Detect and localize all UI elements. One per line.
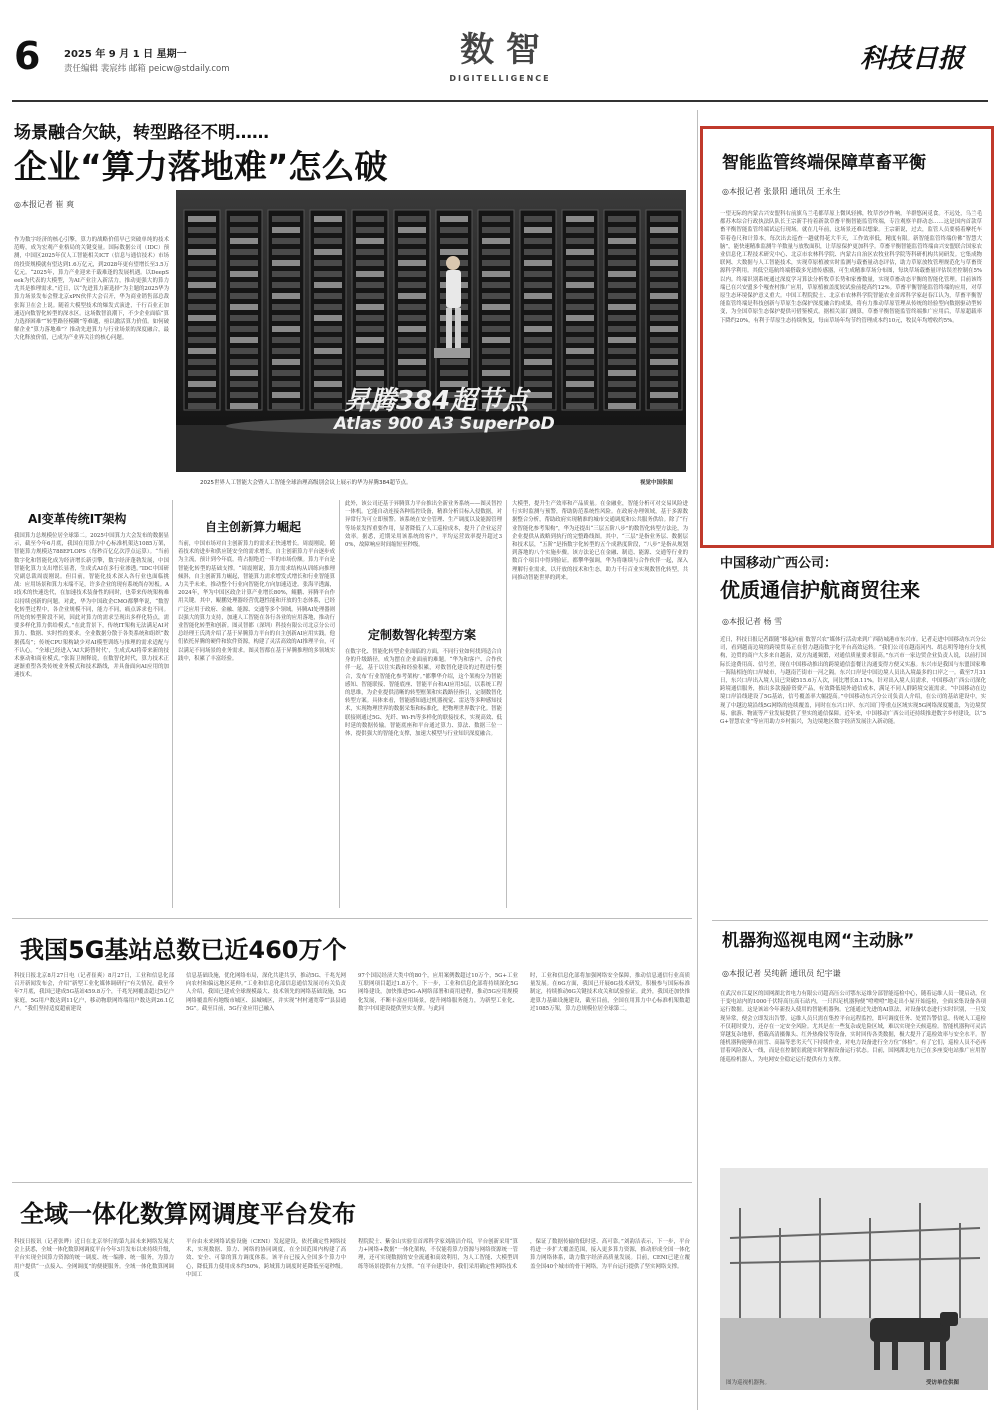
lead-col-5: 在数字化、智能化转型企业面临的方面，不同行业如何找到适合自身的升级路径，成为摆在企业面前的难题。“华为和客户、合作伙伴一起，基于以往实践和经验积累，对数智化建设的过程进行整合，发布‘行业智能化参考架构’。”都攀华介绍，这个架构分为智能感知、智能联接、智能底座、智能平台和AI应用5层，以系统工程的思维，为企业提供清晰的转型框架和实践路径指引，定制数智化转型方案。具体来看，智能感知通过机器视觉、雷达等多种感知技术，实现物理世界的数据采集和标准化，把物理世界数字化。智能联接则通过5G、光纤、Wi-Fi等多样化的联接技术，实现高效、低时延的数据传输。智能底座和平台通过算力、算法、数据三位一体，提供强大的智能化支撑，加速大模型与行业知识深度融合。 — [345, 649, 502, 738]
newspaper-logo: 科技日报 — [860, 44, 965, 74]
story-platform-col-3: 程院院士、紫金山实验室首席科学家刘韵洁介绍，平台创新采用“算力+网络+数据”一体化架构，不仅能将算力资源与网络资源统一管理，还可实现数据的安全流通和高效利用，为人工智能、大模型训练等场景提供有力支撑。“在平台建设中，我们采用确定性网络技术 — [358, 1239, 518, 1270]
lead-col-6: 大模型，提升生产效率和产品质量。在金融业，智能分析可对交易风险进行实时监测与预警，帮助防范系统性风险。在政府办理领域，基于多源数据整合分析，帮助政府实现精准的城市交通调度和公共服务供给。除了“行业智能化参考架构”，华为还提出“三层五阶八步”的数智化转型方法论，为企业提供从战略到执行的完整路线图。其中，“三层”是指业务层、数据层和技术层，“五阶”是指数字化转型的五个成熟度阶段，“八步”是指从规划到落地的八个实施步骤。该方法论已在金融、制造、能源、交通等行业的数百个项目中得到验证。都攀华强调，华为将继续与合作伙伴一起，深入理解行业需求，以开放的技术和生态，助力千行百业实现数智化转型，共同推动智能世界的到来。 — [512, 501, 688, 581]
lead-byline — [14, 199, 74, 210]
robot-dog-caption: 图为巡视机器狗。 — [726, 1380, 771, 1386]
robot-dog-image — [720, 1168, 988, 1390]
col-divider — [506, 500, 507, 908]
sidebar2-kicker: 中国移动广西公司： — [720, 556, 838, 571]
masthead — [0, 0, 1000, 100]
story-5g-col-4: 时，工业和信息化部将加强网络安全保障，推动信息通信行业高质量发展。在6G方面，我国已开展6G技术研发，积极参与国际标准制定，持续推动6G关键技术攻关和试验验证。此外，我国还加快推进算力基础设施建设，截至目前，全国在用算力中心标准机架数超过1085万架，算力总规模位居全球第二。 — [530, 973, 690, 1012]
robot-dog-credit: 受访单位供图 — [926, 1380, 960, 1386]
sidebar3-byline: ◎本报记者 吴纯新 通讯员 纪宇谦 — [722, 969, 841, 978]
col-divider — [339, 500, 340, 908]
story-platform-col-4: ，保证了数据传输的低时延、高可靠。”刘韵洁表示，下一步，平台将进一步扩大覆盖范围，接入更多算力资源，推动形成全国一体化算力网络体系，助力数字经济高质量发展。目前，CENI已建立覆盖全国40个城市的骨干网络，为平台运行提供了坚实网络支撑。 — [530, 1239, 690, 1270]
lead-col-3: 当前，中国市场对自主创新算力的需求正快速增长。周震刚说，随着技术的进步和供应链安全的需求增长，自主创新算力平台逐步成为主流，预计到今年底，将占据绝近一半的市场份额。算力平台是智能化转型的基础支撑。“周震刚说，算力需求结构从训练向推理倾斜，自主创新算力崛起，智能算力需求增发式增长和行业智能算力关乎未来，推动整个行业向智能化方向加速迈进。张海平透露，2024年，华为中国区政企计算产业增长80%，鲲鹏、昇腾平台作用关键。其中，鲲鹏处理器经营优越性能和开放的生态体系，已经广泛应用于政府、金融、能源、交通等多个领域。昇腾AI处理器则以强大的算力支持，加速人工智能在各行各业的应用落地，推动行业智能化转型和创新。图灵智都（深圳）科技有限公司北京分公司总经理王氏鸿介绍了基于昇腾算力平台的自主创新AI应用实践。他们依托昇腾的硬件和软件资源，构建了灵活高效的AI推理平台，可以满足不同场景的业务需求。图灵智都在基于昇腾推理的多领域实践中，积累了丰富经验。 — [178, 541, 335, 662]
lead-subhead-2: 自主创新算力崛起 — [205, 520, 302, 534]
sidebar3-headline: 机器狗巡视电网“主动脉” — [722, 931, 915, 951]
masthead-rule — [12, 100, 988, 102]
lead-photo — [176, 190, 686, 472]
lead-kicker: 场景融合欠缺，转型路径不明…… — [14, 123, 269, 143]
sidebar2-byline: ◎本报记者 杨 雪 — [722, 617, 783, 626]
photo-overlay-title: 昇腾384超节点 — [344, 386, 529, 416]
story-5g-headline: 我国5G基站总数已近460万个 — [20, 936, 347, 964]
lead-photo-credit: 视觉中国供图 — [640, 480, 674, 486]
editor-credits: 责任编辑 裴宸纬 邮箱 peicw@stdaily.com — [64, 64, 230, 74]
lead-headline: 企业“算力落地难”怎么破 — [14, 147, 388, 186]
section-divider — [12, 1182, 692, 1183]
section-divider — [12, 918, 692, 919]
robot-dog-photo — [720, 1168, 988, 1390]
issue-date: 2025 年 9 月 1 日 星期一 — [64, 49, 187, 60]
story-5g-col-1: 科技日报北京8月27日电（记者崔爽）8月27日，工业和信息化部召开新闻发布会，介绍“新型工业化媒体调研行”有关情况。截至今年7月底，我国已建成5G基站459.8万个，千兆光网覆盖超过5亿户家庭，5G用户数达到11亿户，移动物联网终端用户数达到26.1亿户。“我们坚持适度超前建设 — [14, 973, 174, 1012]
sidebar2-headline: 优质通信护航商贸往来 — [720, 578, 920, 602]
page-number: 6 — [14, 34, 41, 78]
story-platform-col-2: 平台由未来网络试验设施（CENI）发起建设，依托确定性网络技术，实现数据、算力、网络的协同调度，在全国范围内构建了高效、安全、可靠的算力调度体系。该平台已接入全国多个算力中心，降低算力使用成本约50%，跨域算力调度时延降低至毫秒级。中国工 — [186, 1239, 346, 1278]
sidebar1-byline: ◎本报记者 张景阳 通讯员 王永生 — [722, 187, 841, 196]
lead-byline-text: ◎本报记者 崔 爽 — [14, 200, 75, 209]
lead-col-4: 此外，该公司还基于昇腾算力平台推出全新业务系统——图灵智控一体机。它能自动连接各种监控设备，精准分析目标入侵数据，对异常行为可立即预警。该系统在安全管理、生产调度以及能源管理等场景发挥重要作用，显著降低了人工巡检成本，提升了企业运营效率。据悉，近期采用该系统的客户，平均运营效率提升超过30%，故障响应时间缩短至秒级。 — [345, 501, 502, 549]
section-title: 数 智 — [460, 30, 540, 70]
story-platform-col-1: 科技日报讯（记者张晔）近日在北京举行的第九届未来网络发展大会上获悉，全域一体化数算网调度平台今年3月发布以来持续升级，平台实现全国算力资源的统一调度、统一编排、统一服务，为算力用户提供“一点接入、全网调度”的便捷服务。全域一体化数算网调度 — [14, 1239, 174, 1278]
lead-photo-caption: 2025世界人工智能大会暨人工智能全球治理高级别会议上展示的华为昇腾384超节点。 — [200, 480, 412, 486]
sidebar1-body: 一望无际的内蒙古兴安盟科右前旗乌兰毛都草原上微风轻拂，牧草沙沙作响，羊群悠闲觅食。不远处，乌兰毛都苏木综合行政执法队队长王宗新手持着新款草畜平衡智能监管终端，专注观察羊群动态……这是国内首款草畜平衡智能监管终端试运行现场。就在几年前，这场景还难以想象。王宗新说，过去，监管人员要骑着摩托车带着卷尺和计算本，每次出去巡查一趟就得花大半天，工作效率低，精度有限。新智能监管终端仿佛“智慧大脑”，能快速精准监测牛羊数量与放牧面积，让草原保护更加科学。草畜平衡智能监管终端由兴安盟联合国家农业信息化工程技术研究中心、北京市农林科学院、内蒙古自治区农牧业科学院等科研机构共同研发。它集成物联网、大数据与人工智能技术，实现草原植被实时监测与载畜量动态评估，助力草原放牧管理规范化与草畜资源科学利用。其低空巡航终端搭载多光谱传感器，可生成精准草场分布图，每块草场载畜量评估误差控制在5%以内。终端识别系统通过深度学习算法分析牧草长势和家畜数量，实现草畜动态平衡的智能化管理。目前该终端已在兴安盟多个嘎查村推广应用，草原植被盖度较试验前提高约12%。草畜平衡智能监管终端的应用，对草原生态环境保护意义重大。中国工程院院士、北京市农林科学院智能农业首席科学家赵春江认为，草畜平衡智能监管终端是科技创新与草原生态保护深度融合的成果，将有力推动草原管理从传统的经验型向数据驱动型转变，为全国草原生态保护提供可借鉴模式。据相关部门测算，草畜平衡智能监管终端推广应用后，草原超载率下降约20%，有利于草原生态持续恢复，每亩草场年均节约管理成本约10元，牧民年均增收约5%。 — [720, 211, 982, 324]
lead-subhead-3: 定制数智化转型方案 — [368, 628, 477, 642]
sidebar2-body: 近日，科技日报记者跟随“移起向前 数智兴农”媒体行活动来到广西防城港市东兴市。记者走进中国移动东兴分公司，看到越南边境的跨境贸易正在借力越南数字化平台高效运转。“我们公司在越南河内、胡志明等地有分支机构，边贸的商户大多来自越南，双方沟通频繁，对通信质量要求很高。”东兴市一家边贸企业负责人说，以前打国际长途费用高、信号差，现在中国移动推出的跨境通信套餐让沟通变得方便又实惠。东兴市是我国与东盟国家唯一海陆相连的口岸城市，与越南芒街市一河之隔。东兴口岸是中国边境人员出入境最多的口岸之一。截至7月31日，东兴口岸出入境人员已突破515.6万人次，同比增长8.11%。针对出入境人员需求，中国移动广西公司深化跨境通信服务，推出多款漫游资费产品，有效降低境外通信成本，满足不同人群跨境交流需求。“中国移动在边境口岸沿线建设了5G基站，信号覆盖率大幅提高。”中国移动东兴分公司负责人介绍，在公司的基站建设中，实现了中越边境沿线5G网络的连续覆盖，同时在东兴口岸、东兴国门等重点区域实现5G网络深度覆盖，为边境贸易、旅游、物流等产业发展提供了坚实的通信保障。近年来，中国移动广西公司还持续推进数字乡村建设，以“5G+智慧农业”等应用助力乡村振兴，为边境地区数字经济发展注入新动能。 — [720, 637, 986, 726]
photo-overlay-subtitle: Atlas 900 A3 SuperPoD — [334, 414, 555, 434]
sidebar1-headline: 智能监管终端保障草畜平衡 — [722, 153, 926, 173]
column-rule-right — [697, 110, 698, 1410]
story-5g-col-2: 信息基础设施，优化网络布局，深化共建共享，推动5G、千兆光网向农村和偏远地区延伸。”工业和信息化部信息通信发展司有关负责人介绍，我国已建成全球规模最大、技术领先的网络基础设施，5G网络覆盖所有地级市城区、县城城区，并实现“村村通宽带”“县县通5G”。截至目前，5G行业应用已融入 — [186, 973, 346, 1012]
lead-col-1: 作为数字经济的核心引擎，算力的战略价值早已突破单纯的技术范畴，成为宏观产业格局的关键变量。国际数据公司（IDC）预测，中国区2025年仅人工智能相关ICT（信息与通信技术）市场的投资规模就有望达到1.6万亿元，到2028年更有望增长至3.5万亿元。“2025年，算力产业迎来千载难逢的发展机遇。以DeepSeek为代表的大模型，为AI产业注入新活力，推动更强大的算力尤其是推理需求。”近日，以“先进算力新选择”为主题的2025华为算力场景发布会暨北京xPN伙伴大会召开，华为商业销售部总裁张海卫在会上说。随着大模型技术的爆发式演进，千行百业正加速迈向数智化转型的深水区。这场数智浪潮下，不少企业面临“算力选择困难”“转型路径模糊”等难题，亟以激活算力价值。如何破解企业“算力落地难”？推动先进算力与行业场景的深度融合，最大化释放价值，已成为产业界关注的核心问题。 — [14, 237, 169, 342]
story-5g-col-3: 97个国民经济大类中的80个，应用案例数超过10万个，5G+工业互联网项目超过1.8万个。下一步，工业和信息化部将持续深化5G网络建设，加快推进5G-A网络部署和商用进程，推动5G应用规模化发展，不断丰富应用场景，提升网络服务能力，为新型工业化、数字中国建设提供坚实支撑。与此同 — [358, 973, 518, 1012]
sidebar3-body: 在武汉市江夏区的国网湖北省电力有限公司超高压公司鄂东运维分部智能巡检中心，随着运维人员一键启动，位于变电站内的1000千伏特高压高石站内，一只四足机器狗便“噔噔噔”地走出小屋开始巡检，全面采集设备各项运行数据。这是该站今年新投入使用的智能机器狗。它能通过先进的AI算法，对设备状态进行实时识别，一旦发现异常，便会立即发出告警。运维人员只需在集控平台远程监控，即可调度任务、处置告警信息。传统人工巡检不仅耗时费力，还存在一定安全风险。尤其是在一些复杂或危险区域，难以实现全天候巡检。智能机器狗可灵活穿越复杂地形，搭载高清摄像头、红外热像仪等设备，实时回传各类数据，极大提升了巡检效率与安全水平。智能机器狗能够在雨雪、高温等恶劣天气下持续作业，对电力设备进行全方位“体检”。有了它们，巡检人员不必再冒着风险深入一线，而是在控制室就能实时掌握设备运行状态。目前，国网湖北电力已在多座变电站推广应用智能巡检机器人，为电网安全稳定运行提供有力支撑。 — [720, 991, 986, 1063]
lead-col-2: 我国算力总规模位居全球第二。2025中国算力大会发布的数据显示，截至今年6月底，我国在用算力中心标准机架达1085万架，智能算力规模达788EFLOPS（每秒百亿亿次浮点运算）。“当前数字化和智能化成为经济增长新引擎，数字经济蓬勃发展，中国智能化算力支出增长显著，生成式AI在多行业渗透。”IDC中国研究副总裁周震刚说。但目前，智能化技术深入各行业也面临挑战：应用场景和算力末端不足，许多企业的现有系统尚存短板。AI技术的快速迭代，在加速技术装备性的同时，也带来传统架构难以持续创新的问题。对此，华为中国政企CMO都攀华说，“数智化转型过程中，各企业规模不同，能力不同，痛点诉求也不同。所处的转型阶段不同，因此对算力的需求呈现出多样化特点，需要多样化算力供给模式。”在此背景下，传统IT架构无法满足AI对算力、数据、实时性的要求。全业数据分散于各类系统和组织“数据孤岛”；传统CPU架构缺少对AI模型训练与推理的需求适配与不认心。“全球已经进入‘AI大跨替时代’，生成式AI将带来新的技术驱动和商业模式。”张海卫阐释说，在数智化时代，算力技术正逐渐重塑各类传统业务模式和技术路线，并具备面向AI应用的加速技术。 — [14, 533, 169, 679]
sidebar-divider — [712, 920, 988, 921]
section-subtitle: DIGITELLIGENCE — [449, 74, 551, 83]
col-divider — [172, 500, 173, 908]
lead-subhead-1: AI变革传统IT架构 — [28, 512, 127, 526]
story-platform-headline: 全域一体化数算网调度平台发布 — [20, 1200, 356, 1228]
